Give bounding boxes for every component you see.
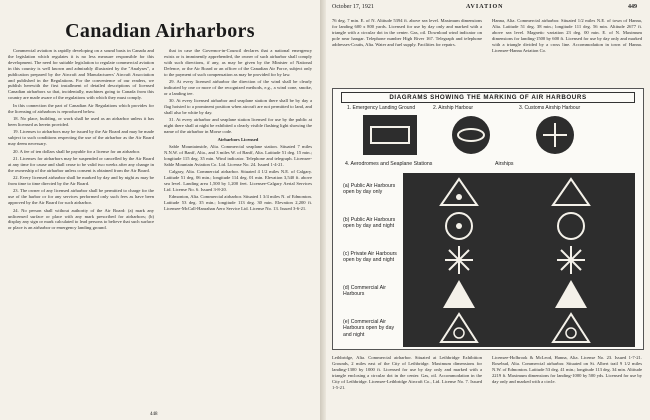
row-label: (c) Private Air Harbours open by day and night — [343, 251, 397, 264]
paragraph: Licensee-Holbrook & McLeod, Hanna, Alta. License No. 23. Issued 1-7-21. Rosebud, Alta. Commercial airharbor. Situated on St. Albert trail 9 1/2 miles N.W. of Edmonton. Latitude 53 deg. 41 min.; longitude 113 deg. 34 min. Altitude 2219 ft. Maximum dimensions for landing-1000 by 500 yds. Licensed for use by day only and marked with a circle. — [492, 355, 642, 384]
emergency-ground-symbol — [363, 115, 417, 155]
solid-triangle-icon — [443, 280, 475, 308]
row-symbols — [403, 209, 635, 243]
page-number: 449 — [628, 4, 637, 10]
row-symbols — [403, 277, 635, 311]
row-label: (e) Commercial Air Harbours open by day and night — [343, 319, 395, 338]
plate-label-emergency: 1. Emergency Landing Ground — [347, 105, 416, 111]
issue-date: October 17, 1921 — [332, 4, 374, 10]
paragraph: Edmonton, Alta. Commercial airharbor. Situated 1 3/4 miles N. of Edmonton. Latitude 53 deg. 35 min.; longitude 113 deg. 30 min. Elevation 2,200 ft. Licensee-McCall-Hanrahan Aero Service Ltd. License No. 13. Issued 3-6-21. — [164, 194, 312, 212]
plate-label-customs: 3. Customs Airship Harbour — [519, 105, 581, 111]
top-symbols — [333, 111, 643, 159]
paragraph: 20. A fee of ten dollars shall be payable for a license for an airharbor. — [13, 148, 141, 154]
row-label: (b) Public Air Harbours open by day and night — [343, 217, 396, 230]
paragraph: that in case the Governor-in-Council declares that a national emergency exists or is imminently apprehended, the owner of such airharbor shall comply with such directions, if any, as may be given by the Minister of National Defence, or the Air Board or an officer of the Canadian Air Force, subject only to the payment of such compensation as may be provided for by law. — [164, 48, 312, 77]
paragraph: Lethbridge, Alta. Commercial airharbor. Situated at Lethbridge Exhibition Grounds, 2 miles east of the City of Lethbridge. Maximum dimensions for landing-1300 by 1000 ft. Licensed for use by day only and marked with a triangle enclosing a circular dot in the center. Gas, oil. Accommodation in the City of Lethbridge. Licensee-Lethbridge Aircraft Co., Ltd. License No. 7. Issued 1-5-21. — [332, 355, 482, 390]
plate-row-a — [341, 175, 637, 209]
row-label: (d) Commercial Air Harbours — [343, 285, 386, 298]
plate-row-c — [341, 243, 637, 277]
section-heading: Airharbors Licensed — [217, 136, 259, 142]
paragraph: 23. The owner of any licensed airharbor shall be permitted to charge for the use of the harbor or for any services performed only such fees as have been approved by the Air Board for such airharbor. — [8, 188, 154, 206]
paragraph: 30. At every licensed airharbor and seaplane station there shall be by day a flag hoisted to a prominent position when aircraft are not permitted to land, and shall also be white by day. — [164, 98, 312, 116]
right-bottom-column-2 — [492, 355, 642, 413]
paragraph: 31. At every airharbor and seaplane station licensed for use by the public at night there shall at night be exhibited a clearly visible flashing light showing the name of the airharbor in Morse code. — [164, 117, 312, 135]
triangle-icon — [553, 179, 589, 205]
page-number: 448 — [150, 412, 158, 417]
paragraph: 29. At every licensed airharbor the direction of the wind shall be clearly indicated by one or more of the recognized methods, e.g., a wind cone, smoke, or a landing tee. — [164, 79, 312, 96]
paragraph: 22. Every licensed airharbor shall be marked by day and by night as may be from time to time directed by the Air Board. — [8, 175, 154, 187]
plate-row-e — [341, 311, 637, 345]
plate-label-airship: 2. Airship Harbour — [433, 105, 474, 111]
row-symbols — [403, 311, 635, 345]
row-symbols — [403, 243, 635, 277]
circle-icon — [566, 328, 576, 338]
paragraph: 18. No place, building, or work shall be used as an airharbor unless it has been licensed as herein provided. — [8, 115, 154, 127]
dot-icon — [456, 194, 462, 200]
paragraph: Commercial aviation is rapidly developing on a sound basis in Canada and the legislation which regulates it is no less measure responsible for this development. The need for suitable legislation to regulate commercial aviation in this country is well known and admirably illustrated by the "Analyses", a publication prepared by the Aircraft and Manufacturers' Aircraft Association and published in the Regulations. For the convenience of our readers, we publish herewith the first installment of detailed descriptions of licensed Canadian airharbors so that, incidentally, machines going to Canada from this country are made aware of the regulations with which they must comply. — [8, 48, 154, 101]
right-page — [326, 0, 650, 420]
left-column-1 — [8, 48, 154, 408]
left-column-2 — [164, 48, 312, 408]
plate-row-b — [341, 209, 637, 243]
paragraph: 21. Licenses for airharbors may be suspended or cancelled by the Air Board at any time for cause and shall cease to be valid two weeks after any change in the ownership of the airharbor unless consent is obtained from the Air Board. — [8, 155, 154, 173]
plate-subheadings — [345, 159, 633, 173]
marking-diagram-plate — [332, 88, 644, 350]
right-bottom-column-1 — [332, 355, 482, 413]
row-label: (a) Public Air Harbours open by day only — [343, 183, 396, 196]
circle-icon — [454, 328, 464, 338]
row-symbols — [403, 175, 635, 209]
circle-icon — [558, 213, 584, 239]
right-top-column-1 — [332, 18, 482, 84]
article-title: Canadian Airharbors — [65, 20, 255, 42]
airship-harbour-symbol — [452, 116, 490, 154]
paragraph: Hanna, Alta. Commercial airharbor. Situated 1/2 miles N.E. of town of Hanna, Alta. Latitude 51 deg. 38 min.; longitude 111 deg. 56 min. Altitude 2677 ft. above sea level. Magnetic variation 23 deg. 00 min. E. of N. Maximum dimensions for landing-1500 by 600 ft. Licensed for use by day only and marked with a triangle divided by a cross line. Accommodation in town of Hanna. Licensee-Hanna Aviation Co. — [492, 18, 642, 53]
right-top-column-2 — [492, 18, 642, 84]
journal-title: AVIATION — [466, 4, 504, 10]
plate-title: DIAGRAMS SHOWING THE MARKING OF AIR HARBOURS — [341, 92, 635, 103]
subheading-airships: Airships — [495, 161, 514, 167]
customs-airship-symbol — [536, 116, 574, 154]
solid-triangle-icon — [555, 280, 587, 308]
paragraph: 76 deg. 7 min. E. of N. Altitude 5394 ft. above sea level. Maximum dimensions for landing 600 x 800 yards. Licensed for use by day only and marked with a triangle with a circular dot in the center. Gas, oil. Download wind indicator on pole near hangar. Telephone number High River 167. Telegraph and telephone addresses-Coutts, Alta. Water and fuel supply. Facilities for repairs. — [332, 18, 482, 47]
paragraph: Calgary, Alta. Commercial airharbor. Situated 4 1/2 miles N.E. of Calgary. Latitude 51 deg. 06 min.; longitude 114 deg. 01 min. Elevation 3,540 ft. above sea level. Landing area 1,500 by 1,200 feet. Licensee-Calgary Aerial Services Ltd. License No. 6. Issued 3-8-20. — [164, 169, 312, 192]
triangle-icon — [441, 179, 477, 205]
star-icon — [557, 246, 585, 274]
paragraph: Sable Mountainside, Alta. Commercial seaplane station. Situated 7 miles N.N.W. of Banff, Alta., and 3 miles W. of Banff, Alta. Latitude 51 deg. 15 min.; longitude 115 deg. 35 min. Wind indicator. Telephone and telegraph. Licensee-Sable Mountain Aviation Co. Ltd. License No. 24. Issued 1-4-21. — [164, 144, 312, 167]
paragraph: In this connection the part of Canadian Air Regulations which provides for the licensing of airharbors is reproduced below. — [8, 102, 154, 114]
paragraph: 19. Licenses to airharbors may be issued by the Air Board and may be made subject to such conditions respecting the use of the airharbor as the Air Board may deem necessary. — [8, 129, 154, 147]
subheading-aerodromes: 4. Aerodromes and Seaplane Stations — [345, 161, 433, 167]
star-icon — [445, 246, 473, 274]
dot-icon — [456, 223, 462, 229]
left-page — [0, 0, 320, 420]
plate-row-d — [341, 277, 637, 311]
paragraph: 24. No person shall without authority of the Air Board: (a) mark any unlicensed surface or place with any mark prescribed for airharbors; (b) display any sign or mark calculated to lead persons to believe that such surface or place is an airharbor or emergency landing ground. — [8, 207, 154, 231]
